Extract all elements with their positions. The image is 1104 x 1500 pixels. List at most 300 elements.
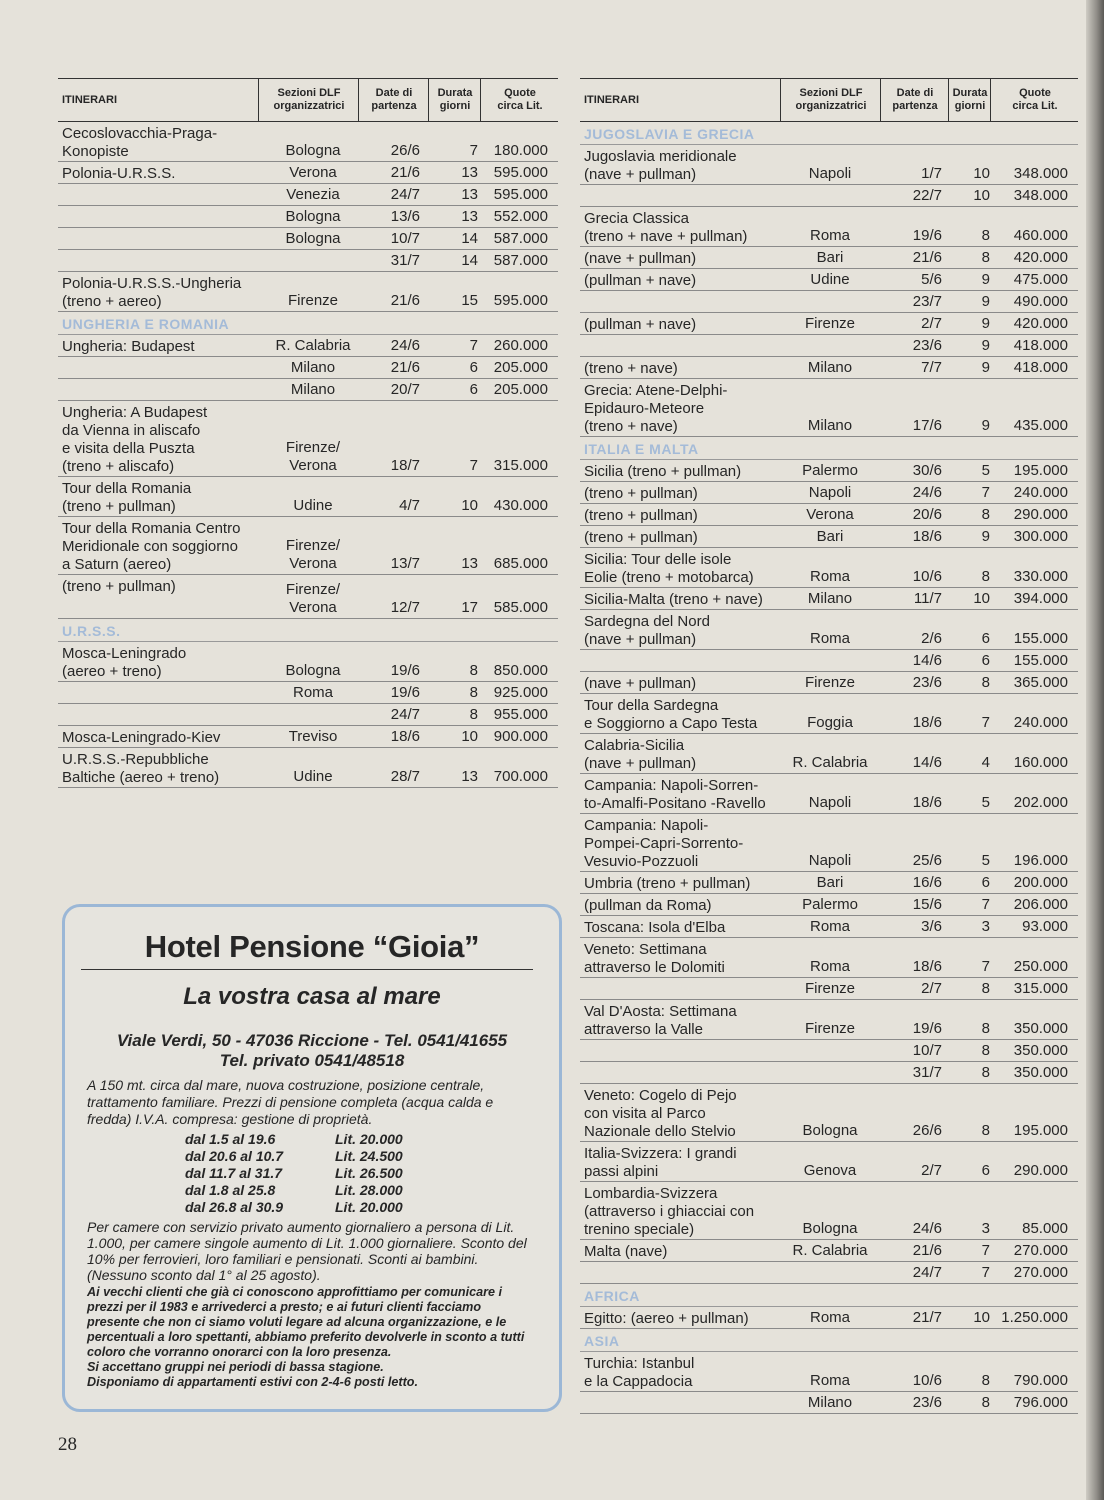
price-row xyxy=(185,1182,445,1199)
itinerary-cell: Mosca-Leningrado (aereo + treno) xyxy=(62,645,187,680)
duration-cell: 15 xyxy=(461,292,478,309)
price-cell: 300.000 xyxy=(1013,528,1068,545)
section-heading: ITALIA E MALTA xyxy=(580,439,1078,460)
duration-cell: 10 xyxy=(973,165,990,182)
price-cell: 587.000 xyxy=(493,230,548,247)
price-row xyxy=(185,1165,445,1182)
table-row xyxy=(58,682,558,704)
price-period: dal 11.7 al 31.7 xyxy=(185,1165,283,1181)
itinerary-cell: Calabria-Sicilia (nave + pullman) xyxy=(584,737,697,772)
organizer-cell: Napoli xyxy=(808,484,852,501)
itinerary-cell: Malta (nave) xyxy=(584,1243,668,1260)
duration-cell: 6 xyxy=(981,1162,990,1179)
organizer-cell: Foggia xyxy=(807,714,853,731)
price-cell: 205.000 xyxy=(493,359,548,376)
header-sezioni: Sezioni DLF organizzatrici xyxy=(258,79,359,121)
itinerary-cell: (treno + nave) xyxy=(584,360,678,377)
departure-date-cell: 10/6 xyxy=(912,568,942,585)
section-heading: ASIA xyxy=(580,1331,1078,1352)
duration-cell: 9 xyxy=(981,337,990,354)
departure-date-cell: 10/7 xyxy=(390,230,420,247)
price-cell: 460.000 xyxy=(1013,227,1068,244)
table-row xyxy=(580,207,1078,247)
price-cell: 365.000 xyxy=(1013,674,1068,691)
price-cell: 552.000 xyxy=(493,208,548,225)
price-cell: 202.000 xyxy=(1013,794,1068,811)
departure-date-cell: 18/6 xyxy=(912,528,942,545)
organizer-cell: Firenze xyxy=(804,315,856,332)
duration-cell: 10 xyxy=(973,1309,990,1326)
organizer-cell: Treviso xyxy=(288,728,338,745)
itinerary-cell: Mosca-Leningrado-Kiev xyxy=(62,729,221,746)
table-row xyxy=(580,1062,1078,1084)
price-cell: 196.000 xyxy=(1013,852,1068,869)
duration-cell: 9 xyxy=(981,271,990,288)
duration-cell: 8 xyxy=(981,980,990,997)
table-row xyxy=(580,269,1078,291)
duration-cell: 9 xyxy=(981,528,990,545)
duration-cell: 3 xyxy=(981,1220,990,1237)
price-value: Lit. 24.500 xyxy=(335,1148,403,1164)
price-cell: 350.000 xyxy=(1013,1064,1068,1081)
duration-cell: 7 xyxy=(469,337,478,354)
table-row xyxy=(580,1084,1078,1142)
price-period: dal 1.5 al 19.6 xyxy=(185,1131,276,1147)
hotel-tagline: La vostra casa al mare xyxy=(183,983,441,1010)
departure-date-cell: 14/6 xyxy=(912,754,942,771)
organizer-cell: Roma xyxy=(809,958,850,975)
departure-date-cell: 16/6 xyxy=(912,874,942,891)
price-cell: 925.000 xyxy=(493,684,548,701)
itinerary-cell: Campania: Napoli-Sorren- to-Amalfi-Positano -Ravello xyxy=(584,777,766,812)
table-row xyxy=(580,145,1078,185)
departure-date-cell: 18/7 xyxy=(390,457,420,474)
departure-date-cell: 18/6 xyxy=(912,794,942,811)
table-row xyxy=(580,1000,1078,1040)
organizer-cell: Genova xyxy=(803,1162,857,1179)
price-cell: 685.000 xyxy=(493,555,548,572)
price-cell: 418.000 xyxy=(1013,359,1068,376)
table-row xyxy=(58,162,558,184)
itinerary-cell: Jugoslavia meridionale (nave + pullman) xyxy=(584,148,737,183)
itinerary-cell: Sicilia (treno + pullman) xyxy=(584,463,742,480)
table-row xyxy=(58,335,558,357)
duration-cell: 8 xyxy=(981,1020,990,1037)
table-row xyxy=(58,726,558,748)
itinerary-cell: (pullman da Roma) xyxy=(584,897,712,914)
price-cell: 315.000 xyxy=(493,457,548,474)
itinerary-cell: Ungheria: Budapest xyxy=(62,338,195,355)
itinerary-cell: Grecia: Atene-Delphi- Epidauro-Meteore (treno + nave) xyxy=(584,382,728,435)
title-divider xyxy=(81,969,533,970)
duration-cell: 7 xyxy=(469,142,478,159)
table-row xyxy=(58,477,558,517)
price-cell: 155.000 xyxy=(1013,652,1068,669)
duration-cell: 8 xyxy=(469,684,478,701)
organizer-cell: Venezia xyxy=(286,186,340,203)
price-value: Lit. 20.000 xyxy=(335,1199,403,1215)
duration-cell: 8 xyxy=(981,1394,990,1411)
price-cell: 490.000 xyxy=(1013,293,1068,310)
departure-date-cell: 4/7 xyxy=(399,497,420,514)
price-cell: 348.000 xyxy=(1013,187,1068,204)
departure-date-cell: 2/7 xyxy=(921,980,942,997)
price-period: dal 20.6 al 10.7 xyxy=(185,1148,284,1164)
departure-date-cell: 31/7 xyxy=(912,1064,942,1081)
price-cell: 595.000 xyxy=(493,164,548,181)
organizer-cell: Milano xyxy=(290,381,336,398)
table-row xyxy=(580,872,1078,894)
price-value: Lit. 20.000 xyxy=(335,1131,403,1147)
table-row xyxy=(580,978,1078,1000)
duration-cell: 7 xyxy=(981,714,990,731)
hotel-conditions: Per camere con servizio privato aumento giornaliero a persona di Lit. 1.000, per camere singole aumento di Lit. 1.000 giornaliere. Sconto del 10% per ferrovieri, loro familiari e pensionati. Sconti ai bambini. (Nessuno sconto dal 1° al 25 agosto). xyxy=(87,1219,527,1283)
departure-date-cell: 23/6 xyxy=(912,337,942,354)
duration-cell: 7 xyxy=(981,1264,990,1281)
section-heading: JUGOSLAVIA E GRECIA xyxy=(580,124,1078,145)
organizer-cell: Bologna xyxy=(285,662,341,679)
duration-cell: 7 xyxy=(981,896,990,913)
section-heading: UNGHERIA E ROMANIA xyxy=(58,314,558,335)
table-row xyxy=(580,548,1078,588)
table-row xyxy=(580,526,1078,548)
price-cell: 240.000 xyxy=(1013,484,1068,501)
table-row xyxy=(580,774,1078,814)
itinerary-cell: (treno + pullman) xyxy=(584,507,698,524)
duration-cell: 8 xyxy=(981,227,990,244)
itinerary-cell: Turchia: Istanbul e la Cappadocia xyxy=(584,1355,695,1390)
price-cell: 475.000 xyxy=(1013,271,1068,288)
price-cell: 315.000 xyxy=(1013,980,1068,997)
departure-date-cell: 22/7 xyxy=(912,187,942,204)
departure-date-cell: 31/7 xyxy=(390,252,420,269)
departure-date-cell: 20/7 xyxy=(390,381,420,398)
departure-date-cell: 24/7 xyxy=(390,706,420,723)
itinerary-cell: Egitto: (aereo + pullman) xyxy=(584,1310,749,1327)
duration-cell: 8 xyxy=(981,506,990,523)
itinerary-cell: Sicilia-Malta (treno + nave) xyxy=(584,591,763,608)
table-row xyxy=(580,610,1078,650)
price-cell: 955.000 xyxy=(493,706,548,723)
organizer-cell: R. Calabria xyxy=(792,1242,868,1259)
hotel-phone: Tel. privato 0541/48518 xyxy=(219,1051,405,1070)
duration-cell: 7 xyxy=(469,457,478,474)
price-cell: 1.250.000 xyxy=(1001,1309,1068,1326)
duration-cell: 6 xyxy=(469,381,478,398)
price-cell: 394.000 xyxy=(1013,590,1068,607)
itinerary-cell: (treno + pullman) xyxy=(584,529,698,546)
organizer-cell: Roma xyxy=(809,227,850,244)
section-heading: AFRICA xyxy=(580,1286,1078,1307)
departure-date-cell: 2/6 xyxy=(921,630,942,647)
itinerary-cell: U.R.S.S.-Repubbliche Baltiche (aereo + treno) xyxy=(62,751,220,786)
organizer-cell: Milano xyxy=(290,359,336,376)
hotel-message: Ai vecchi clienti che già ci conoscono approfittiamo per comunicare i prezzi per il 1983 e arrivederci a presto; e ai futuri clienti facciamo presente che non ci siamo voluti legare ad alcuna organizzazione, e le percentuali a loro spettanti, abbiamo preferito devolverle in sconto a tutti coloro che vorranno onorarci con la loro presenza. Si accettano gruppi nei periodi di bassa stagione. Disponiamo di appartamenti estivi con 2-4-6 posti letto. xyxy=(87,1285,525,1389)
header-itinerari: ITINERARI xyxy=(584,93,639,106)
table-row xyxy=(580,1040,1078,1062)
departure-date-cell: 19/6 xyxy=(390,662,420,679)
departure-date-cell: 18/6 xyxy=(390,728,420,745)
departure-date-cell: 5/6 xyxy=(921,271,942,288)
table-row xyxy=(580,1392,1078,1414)
departure-date-cell: 18/6 xyxy=(912,714,942,731)
organizer-cell: Firenze/ Verona xyxy=(285,439,341,474)
table-row xyxy=(580,938,1078,978)
duration-cell: 8 xyxy=(981,674,990,691)
price-cell: 250.000 xyxy=(1013,958,1068,975)
table-row xyxy=(58,379,558,401)
organizer-cell: Firenze xyxy=(804,674,856,691)
price-row xyxy=(185,1199,445,1216)
table-row xyxy=(58,250,558,272)
organizer-cell: Bari xyxy=(816,249,844,266)
price-cell: 420.000 xyxy=(1013,315,1068,332)
table-row xyxy=(580,185,1078,207)
itinerary-cell: (nave + pullman) xyxy=(584,675,697,692)
hotel-advertisement xyxy=(62,904,562,1412)
duration-cell: 10 xyxy=(461,728,478,745)
table-row xyxy=(580,1142,1078,1182)
duration-cell: 10 xyxy=(973,590,990,607)
price-cell: 418.000 xyxy=(1013,337,1068,354)
table-row xyxy=(580,1182,1078,1240)
header-quote: Quote circa Lit. xyxy=(990,79,1079,121)
departure-date-cell: 21/6 xyxy=(390,292,420,309)
departure-date-cell: 11/7 xyxy=(913,590,942,607)
itinerary-cell: Sardegna del Nord (nave + pullman) xyxy=(584,613,710,648)
table-row xyxy=(58,122,558,162)
organizer-cell: Milano xyxy=(807,1394,853,1411)
price-cell: 350.000 xyxy=(1013,1042,1068,1059)
organizer-cell: Milano xyxy=(807,590,853,607)
price-cell: 290.000 xyxy=(1013,506,1068,523)
organizer-cell: Firenze xyxy=(804,1020,856,1037)
duration-cell: 6 xyxy=(981,874,990,891)
organizer-cell: Roma xyxy=(809,568,850,585)
price-cell: 206.000 xyxy=(1013,896,1068,913)
departure-date-cell: 26/6 xyxy=(912,1122,942,1139)
itinerary-cell: Tour della Romania (treno + pullman) xyxy=(62,480,192,515)
table-row xyxy=(58,704,558,726)
header-date: Date di partenza xyxy=(880,79,949,121)
itinerary-cell: Campania: Napoli- Pompei-Capri-Sorrento- Vesuvio-Pozzuoli xyxy=(584,817,744,870)
departure-date-cell: 14/6 xyxy=(912,652,942,669)
price-cell: 420.000 xyxy=(1013,249,1068,266)
duration-cell: 9 xyxy=(981,315,990,332)
price-cell: 240.000 xyxy=(1013,714,1068,731)
departure-date-cell: 21/6 xyxy=(912,1242,942,1259)
itinerary-cell: Cecoslovacchia-Praga- Konopiste xyxy=(62,125,218,160)
price-cell: 200.000 xyxy=(1013,874,1068,891)
itinerary-cell: Sicilia: Tour delle isole Eolie (treno + motobarca) xyxy=(584,551,754,586)
organizer-cell: Napoli xyxy=(808,794,852,811)
departure-date-cell: 21/7 xyxy=(912,1309,942,1326)
duration-cell: 10 xyxy=(461,497,478,514)
price-cell: 260.000 xyxy=(493,337,548,354)
price-cell: 93.000 xyxy=(1022,918,1068,935)
duration-cell: 7 xyxy=(981,1242,990,1259)
departure-date-cell: 21/6 xyxy=(912,249,942,266)
itinerary-cell: Tour della Sardegna e Soggiorno a Capo Testa xyxy=(584,697,758,732)
price-cell: 290.000 xyxy=(1013,1162,1068,1179)
departure-date-cell: 28/7 xyxy=(390,768,420,785)
right-itinerary-table xyxy=(580,78,1078,1414)
duration-cell: 8 xyxy=(469,706,478,723)
duration-cell: 13 xyxy=(461,186,478,203)
itinerary-cell: (pullman + nave) xyxy=(584,272,697,289)
departure-date-cell: 24/7 xyxy=(390,186,420,203)
price-cell: 796.000 xyxy=(1013,1394,1068,1411)
duration-cell: 5 xyxy=(981,794,990,811)
price-cell: 700.000 xyxy=(493,768,548,785)
price-period: dal 1.8 al 25.8 xyxy=(185,1182,276,1198)
price-cell: 180.000 xyxy=(493,142,548,159)
price-cell: 160.000 xyxy=(1013,754,1068,771)
organizer-cell: Palermo xyxy=(802,896,858,913)
organizer-cell: Napoli xyxy=(808,852,852,869)
page-number: 28 xyxy=(58,1434,77,1455)
departure-date-cell: 30/6 xyxy=(912,462,942,479)
duration-cell: 13 xyxy=(461,555,478,572)
departure-date-cell: 2/7 xyxy=(921,1162,942,1179)
table-row xyxy=(580,1240,1078,1262)
duration-cell: 7 xyxy=(981,484,990,501)
table-row xyxy=(580,504,1078,526)
itinerary-cell: Polonia-U.R.S.S.-Ungheria (treno + aereo) xyxy=(62,275,242,310)
table-row xyxy=(58,357,558,379)
itinerary-cell: (treno + pullman) xyxy=(584,485,698,502)
duration-cell: 9 xyxy=(981,359,990,376)
table-row xyxy=(580,814,1078,872)
duration-cell: 6 xyxy=(469,359,478,376)
price-cell: 850.000 xyxy=(493,662,548,679)
departure-date-cell: 21/6 xyxy=(390,164,420,181)
table-row xyxy=(580,1307,1078,1329)
price-cell: 270.000 xyxy=(1013,1242,1068,1259)
duration-cell: 8 xyxy=(981,249,990,266)
price-cell: 350.000 xyxy=(1013,1020,1068,1037)
table-row xyxy=(58,401,558,477)
header-quote: Quote circa Lit. xyxy=(480,79,559,121)
departure-date-cell: 24/6 xyxy=(912,484,942,501)
table-header xyxy=(58,78,558,122)
table-row xyxy=(580,335,1078,357)
departure-date-cell: 17/6 xyxy=(912,417,942,434)
itinerary-cell: Tour della Romania Centro Meridionale con soggiorno a Saturn (aereo) xyxy=(62,520,241,573)
organizer-cell: Verona xyxy=(289,164,337,181)
price-value: Lit. 28.000 xyxy=(335,1182,403,1198)
left-itinerary-table xyxy=(58,78,558,788)
table-row xyxy=(580,291,1078,313)
departure-date-cell: 13/6 xyxy=(390,208,420,225)
organizer-cell: Firenze/ Verona xyxy=(285,581,341,616)
departure-date-cell: 13/7 xyxy=(390,555,420,572)
table-row xyxy=(580,379,1078,437)
organizer-cell: Udine xyxy=(810,271,850,288)
header-sezioni: Sezioni DLF organizzatrici xyxy=(780,79,881,121)
organizer-cell: Napoli xyxy=(808,165,852,182)
departure-date-cell: 25/6 xyxy=(912,852,942,869)
itinerary-cell: Italia-Svizzera: I grandi passi alpini xyxy=(584,1145,737,1180)
table-row xyxy=(580,460,1078,482)
table-row xyxy=(58,517,558,575)
departure-date-cell: 26/6 xyxy=(390,142,420,159)
duration-cell: 8 xyxy=(981,1372,990,1389)
table-row xyxy=(580,588,1078,610)
organizer-cell: Bologna xyxy=(802,1122,858,1139)
price-cell: 790.000 xyxy=(1013,1372,1068,1389)
organizer-cell: Bologna xyxy=(802,1220,858,1237)
price-value: Lit. 26.500 xyxy=(335,1165,403,1181)
page-binding-shadow xyxy=(1086,0,1104,1500)
duration-cell: 7 xyxy=(981,958,990,975)
departure-date-cell: 10/7 xyxy=(912,1042,942,1059)
itinerary-cell: Veneto: Settimana attraverso le Dolomiti xyxy=(584,941,725,976)
duration-cell: 6 xyxy=(981,630,990,647)
departure-date-cell: 19/6 xyxy=(912,1020,942,1037)
organizer-cell: Bologna xyxy=(285,208,341,225)
duration-cell: 8 xyxy=(981,568,990,585)
itinerary-cell: Ungheria: A Budapest da Vienna in aliscafo e visita della Puszta (treno + aliscafo) xyxy=(62,404,208,475)
departure-date-cell: 23/6 xyxy=(912,674,942,691)
duration-cell: 14 xyxy=(461,252,478,269)
organizer-cell: Firenze xyxy=(804,980,856,997)
departure-date-cell: 24/6 xyxy=(390,337,420,354)
itinerary-cell: Toscana: Isola d'Elba xyxy=(584,919,726,936)
organizer-cell: Udine xyxy=(293,497,333,514)
organizer-cell: Milano xyxy=(807,359,853,376)
organizer-cell: R. Calabria xyxy=(275,337,351,354)
itinerary-cell: (treno + pullman) xyxy=(62,578,176,595)
duration-cell: 5 xyxy=(981,852,990,869)
itinerary-cell: Umbria (treno + pullman) xyxy=(584,875,751,892)
price-cell: 900.000 xyxy=(493,728,548,745)
price-cell: 155.000 xyxy=(1013,630,1068,647)
table-row xyxy=(58,642,558,682)
organizer-cell: Firenze/ Verona xyxy=(285,537,341,572)
itinerary-cell: Val D'Aosta: Settimana attraverso la Valle xyxy=(584,1003,737,1038)
price-cell: 595.000 xyxy=(493,292,548,309)
organizer-cell: Palermo xyxy=(802,462,858,479)
price-cell: 587.000 xyxy=(493,252,548,269)
organizer-cell: Bari xyxy=(816,874,844,891)
table-row xyxy=(580,1262,1078,1284)
price-cell: 430.000 xyxy=(493,497,548,514)
itinerary-cell: Polonia-U.R.S.S. xyxy=(62,165,176,182)
duration-cell: 4 xyxy=(981,754,990,771)
duration-cell: 13 xyxy=(461,164,478,181)
header-itinerari: ITINERARI xyxy=(62,93,117,106)
itinerary-cell: (pullman + nave) xyxy=(584,316,697,333)
departure-date-cell: 20/6 xyxy=(912,506,942,523)
section-heading: U.R.S.S. xyxy=(58,621,558,642)
hotel-address: Viale Verdi, 50 - 47036 Riccione - Tel. 0541/41655 xyxy=(116,1031,508,1050)
duration-cell: 6 xyxy=(981,652,990,669)
price-row xyxy=(185,1148,445,1165)
itinerary-cell: (nave + pullman) xyxy=(584,250,697,267)
departure-date-cell: 15/6 xyxy=(912,896,942,913)
hotel-price-list xyxy=(185,1131,445,1216)
departure-date-cell: 2/7 xyxy=(921,315,942,332)
table-row xyxy=(58,272,558,312)
price-cell: 270.000 xyxy=(1013,1264,1068,1281)
organizer-cell: R. Calabria xyxy=(792,754,868,771)
price-row xyxy=(185,1131,445,1148)
table-row xyxy=(580,672,1078,694)
table-row xyxy=(580,247,1078,269)
table-header xyxy=(580,78,1078,122)
table-row xyxy=(58,748,558,788)
